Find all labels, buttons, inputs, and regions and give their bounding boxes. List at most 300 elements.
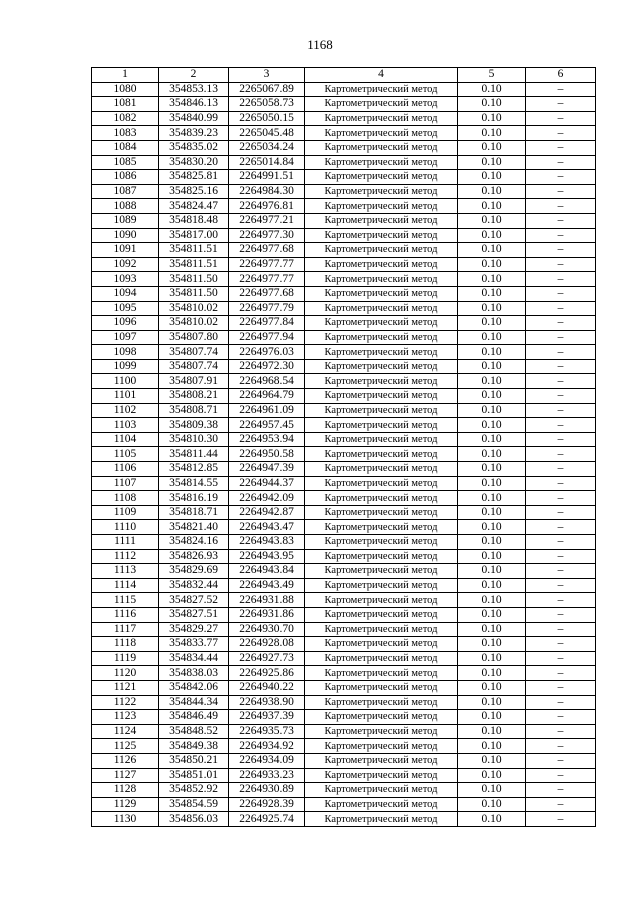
x-coordinate-cell: 354811.51: [159, 243, 229, 258]
note-cell: –: [526, 257, 596, 272]
note-cell: –: [526, 126, 596, 141]
method-cell: Картометрический метод: [305, 462, 458, 477]
table-row: [92, 739, 596, 754]
method-cell: Картометрический метод: [305, 345, 458, 360]
x-coordinate-cell: 354808.71: [159, 403, 229, 418]
accuracy-cell: 0.10: [458, 797, 526, 812]
x-coordinate-cell: 354826.93: [159, 549, 229, 564]
y-coordinate-cell: 2264931.88: [229, 593, 305, 608]
method-cell: Картометрический метод: [305, 389, 458, 404]
method-cell: Картометрический метод: [305, 476, 458, 491]
note-cell: –: [526, 330, 596, 345]
method-cell: Картометрический метод: [305, 257, 458, 272]
x-coordinate-cell: 354832.44: [159, 578, 229, 593]
method-cell: Картометрический метод: [305, 374, 458, 389]
note-cell: –: [526, 403, 596, 418]
point-number-cell: 1088: [92, 199, 159, 214]
point-number-cell: 1120: [92, 666, 159, 681]
y-coordinate-cell: 2264925.74: [229, 812, 305, 827]
note-cell: –: [526, 739, 596, 754]
table-row: [92, 359, 596, 374]
x-coordinate-cell: 354827.51: [159, 607, 229, 622]
y-coordinate-cell: 2264934.92: [229, 739, 305, 754]
x-coordinate-cell: 354850.21: [159, 753, 229, 768]
x-coordinate-cell: 354811.50: [159, 286, 229, 301]
x-coordinate-cell: 354810.02: [159, 316, 229, 331]
accuracy-cell: 0.10: [458, 680, 526, 695]
point-number-cell: 1102: [92, 403, 159, 418]
point-number-cell: 1099: [92, 359, 159, 374]
x-coordinate-cell: 354842.06: [159, 680, 229, 695]
x-coordinate-cell: 354818.48: [159, 213, 229, 228]
method-cell: Картометрический метод: [305, 213, 458, 228]
table-row: [92, 228, 596, 243]
method-cell: Картометрический метод: [305, 243, 458, 258]
table-row: [92, 286, 596, 301]
table-row: [92, 257, 596, 272]
point-number-cell: 1113: [92, 564, 159, 579]
accuracy-cell: 0.10: [458, 593, 526, 608]
table-row: [92, 695, 596, 710]
x-coordinate-cell: 354807.91: [159, 374, 229, 389]
accuracy-cell: 0.10: [458, 710, 526, 725]
x-coordinate-cell: 354830.20: [159, 155, 229, 170]
method-cell: Картометрический метод: [305, 564, 458, 579]
y-coordinate-cell: 2264943.83: [229, 535, 305, 550]
note-cell: –: [526, 432, 596, 447]
x-coordinate-cell: 354827.52: [159, 593, 229, 608]
note-cell: –: [526, 389, 596, 404]
table-row: [92, 170, 596, 185]
column-header-3: 3: [229, 68, 305, 83]
accuracy-cell: 0.10: [458, 111, 526, 126]
point-number-cell: 1094: [92, 286, 159, 301]
note-cell: –: [526, 578, 596, 593]
note-cell: –: [526, 272, 596, 287]
y-coordinate-cell: 2264944.37: [229, 476, 305, 491]
point-number-cell: 1082: [92, 111, 159, 126]
table-row: [92, 710, 596, 725]
x-coordinate-cell: 354811.44: [159, 447, 229, 462]
accuracy-cell: 0.10: [458, 520, 526, 535]
note-cell: –: [526, 651, 596, 666]
point-number-cell: 1105: [92, 447, 159, 462]
method-cell: Картометрический метод: [305, 199, 458, 214]
note-cell: –: [526, 680, 596, 695]
note-cell: –: [526, 286, 596, 301]
point-number-cell: 1083: [92, 126, 159, 141]
point-number-cell: 1080: [92, 82, 159, 97]
note-cell: –: [526, 797, 596, 812]
method-cell: Картометрический метод: [305, 622, 458, 637]
x-coordinate-cell: 354824.47: [159, 199, 229, 214]
table-row: [92, 184, 596, 199]
note-cell: –: [526, 549, 596, 564]
x-coordinate-cell: 354833.77: [159, 637, 229, 652]
method-cell: Картометрический метод: [305, 812, 458, 827]
accuracy-cell: 0.10: [458, 666, 526, 681]
method-cell: Картометрический метод: [305, 797, 458, 812]
point-number-cell: 1125: [92, 739, 159, 754]
point-number-cell: 1095: [92, 301, 159, 316]
method-cell: Картометрический метод: [305, 301, 458, 316]
note-cell: –: [526, 491, 596, 506]
note-cell: –: [526, 228, 596, 243]
table-row: [92, 389, 596, 404]
accuracy-cell: 0.10: [458, 184, 526, 199]
point-number-cell: 1110: [92, 520, 159, 535]
method-cell: Картометрический метод: [305, 578, 458, 593]
method-cell: Картометрический метод: [305, 666, 458, 681]
accuracy-cell: 0.10: [458, 316, 526, 331]
point-number-cell: 1115: [92, 593, 159, 608]
y-coordinate-cell: 2264976.81: [229, 199, 305, 214]
accuracy-cell: 0.10: [458, 389, 526, 404]
accuracy-cell: 0.10: [458, 257, 526, 272]
table-row: [92, 549, 596, 564]
table-row: [92, 140, 596, 155]
note-cell: –: [526, 622, 596, 637]
accuracy-cell: 0.10: [458, 432, 526, 447]
note-cell: –: [526, 564, 596, 579]
method-cell: Картометрический метод: [305, 710, 458, 725]
method-cell: Картометрический метод: [305, 724, 458, 739]
x-coordinate-cell: 354825.81: [159, 170, 229, 185]
point-number-cell: 1129: [92, 797, 159, 812]
note-cell: –: [526, 345, 596, 360]
accuracy-cell: 0.10: [458, 228, 526, 243]
accuracy-cell: 0.10: [458, 695, 526, 710]
point-number-cell: 1103: [92, 418, 159, 433]
y-coordinate-cell: 2264977.21: [229, 213, 305, 228]
point-number-cell: 1117: [92, 622, 159, 637]
point-number-cell: 1126: [92, 753, 159, 768]
table-row: [92, 505, 596, 520]
note-cell: –: [526, 447, 596, 462]
method-cell: Картометрический метод: [305, 768, 458, 783]
column-header-2: 2: [159, 68, 229, 83]
table-row: [92, 97, 596, 112]
table-row: [92, 593, 596, 608]
table-row: [92, 462, 596, 477]
note-cell: –: [526, 710, 596, 725]
header-row: [92, 68, 596, 83]
method-cell: Картометрический метод: [305, 491, 458, 506]
y-coordinate-cell: 2264943.84: [229, 564, 305, 579]
method-cell: Картометрический метод: [305, 651, 458, 666]
point-number-cell: 1096: [92, 316, 159, 331]
y-coordinate-cell: 2264943.47: [229, 520, 305, 535]
y-coordinate-cell: 2264991.51: [229, 170, 305, 185]
y-coordinate-cell: 2264977.77: [229, 272, 305, 287]
table-row: [92, 432, 596, 447]
x-coordinate-cell: 354839.23: [159, 126, 229, 141]
accuracy-cell: 0.10: [458, 330, 526, 345]
method-cell: Картометрический метод: [305, 170, 458, 185]
x-coordinate-cell: 354838.03: [159, 666, 229, 681]
x-coordinate-cell: 354835.02: [159, 140, 229, 155]
accuracy-cell: 0.10: [458, 505, 526, 520]
y-coordinate-cell: 2264927.73: [229, 651, 305, 666]
point-number-cell: 1121: [92, 680, 159, 695]
x-coordinate-cell: 354852.92: [159, 783, 229, 798]
x-coordinate-cell: 354829.69: [159, 564, 229, 579]
table-row: [92, 535, 596, 550]
y-coordinate-cell: 2264977.94: [229, 330, 305, 345]
accuracy-cell: 0.10: [458, 126, 526, 141]
accuracy-cell: 0.10: [458, 374, 526, 389]
point-number-cell: 1087: [92, 184, 159, 199]
note-cell: –: [526, 462, 596, 477]
point-number-cell: 1119: [92, 651, 159, 666]
table-row: [92, 607, 596, 622]
y-coordinate-cell: 2265045.48: [229, 126, 305, 141]
note-cell: –: [526, 695, 596, 710]
note-cell: –: [526, 418, 596, 433]
x-coordinate-cell: 354808.21: [159, 389, 229, 404]
method-cell: Картометрический метод: [305, 520, 458, 535]
x-coordinate-cell: 354844.34: [159, 695, 229, 710]
method-cell: Картометрический метод: [305, 418, 458, 433]
point-number-cell: 1114: [92, 578, 159, 593]
y-coordinate-cell: 2264943.95: [229, 549, 305, 564]
note-cell: –: [526, 768, 596, 783]
accuracy-cell: 0.10: [458, 564, 526, 579]
y-coordinate-cell: 2264964.79: [229, 389, 305, 404]
table-row: [92, 403, 596, 418]
note-cell: –: [526, 724, 596, 739]
method-cell: Картометрический метод: [305, 783, 458, 798]
y-coordinate-cell: 2264931.86: [229, 607, 305, 622]
note-cell: –: [526, 301, 596, 316]
point-number-cell: 1090: [92, 228, 159, 243]
y-coordinate-cell: 2264937.39: [229, 710, 305, 725]
point-number-cell: 1112: [92, 549, 159, 564]
point-number-cell: 1081: [92, 97, 159, 112]
table-row: [92, 622, 596, 637]
point-number-cell: 1106: [92, 462, 159, 477]
point-number-cell: 1097: [92, 330, 159, 345]
x-coordinate-cell: 354856.03: [159, 812, 229, 827]
method-cell: Картометрический метод: [305, 505, 458, 520]
method-cell: Картометрический метод: [305, 695, 458, 710]
y-coordinate-cell: 2264925.86: [229, 666, 305, 681]
method-cell: Картометрический метод: [305, 316, 458, 331]
point-number-cell: 1086: [92, 170, 159, 185]
note-cell: –: [526, 535, 596, 550]
table-row: [92, 213, 596, 228]
method-cell: Картометрический метод: [305, 535, 458, 550]
table-row: [92, 637, 596, 652]
x-coordinate-cell: 354821.40: [159, 520, 229, 535]
y-coordinate-cell: 2264977.77: [229, 257, 305, 272]
y-coordinate-cell: 2264972.30: [229, 359, 305, 374]
y-coordinate-cell: 2265034.24: [229, 140, 305, 155]
table-row: [92, 476, 596, 491]
method-cell: Картометрический метод: [305, 432, 458, 447]
note-cell: –: [526, 637, 596, 652]
point-number-cell: 1085: [92, 155, 159, 170]
x-coordinate-cell: 354814.55: [159, 476, 229, 491]
y-coordinate-cell: 2264942.09: [229, 491, 305, 506]
x-coordinate-cell: 354809.38: [159, 418, 229, 433]
accuracy-cell: 0.10: [458, 607, 526, 622]
note-cell: –: [526, 666, 596, 681]
x-coordinate-cell: 354807.80: [159, 330, 229, 345]
x-coordinate-cell: 354807.74: [159, 345, 229, 360]
y-coordinate-cell: 2264961.09: [229, 403, 305, 418]
x-coordinate-cell: 354825.16: [159, 184, 229, 199]
method-cell: Картометрический метод: [305, 739, 458, 754]
coordinates-table: [91, 67, 596, 827]
y-coordinate-cell: 2264942.87: [229, 505, 305, 520]
y-coordinate-cell: 2264977.79: [229, 301, 305, 316]
x-coordinate-cell: 354812.85: [159, 462, 229, 477]
table-row: [92, 330, 596, 345]
method-cell: Картометрический метод: [305, 753, 458, 768]
accuracy-cell: 0.10: [458, 622, 526, 637]
point-number-cell: 1122: [92, 695, 159, 710]
accuracy-cell: 0.10: [458, 82, 526, 97]
x-coordinate-cell: 354849.38: [159, 739, 229, 754]
table-body: [92, 82, 596, 826]
accuracy-cell: 0.10: [458, 243, 526, 258]
method-cell: Картометрический метод: [305, 184, 458, 199]
accuracy-cell: 0.10: [458, 812, 526, 827]
y-coordinate-cell: 2265050.15: [229, 111, 305, 126]
table-row: [92, 199, 596, 214]
method-cell: Картометрический метод: [305, 593, 458, 608]
table-row: [92, 418, 596, 433]
accuracy-cell: 0.10: [458, 286, 526, 301]
point-number-cell: 1109: [92, 505, 159, 520]
point-number-cell: 1123: [92, 710, 159, 725]
method-cell: Картометрический метод: [305, 637, 458, 652]
table-row: [92, 155, 596, 170]
note-cell: –: [526, 155, 596, 170]
note-cell: –: [526, 593, 596, 608]
note-cell: –: [526, 505, 596, 520]
table-row: [92, 491, 596, 506]
y-coordinate-cell: 2264957.45: [229, 418, 305, 433]
table-row: [92, 768, 596, 783]
note-cell: –: [526, 753, 596, 768]
page-number: 1168: [307, 37, 333, 52]
note-cell: –: [526, 783, 596, 798]
point-number-cell: 1093: [92, 272, 159, 287]
accuracy-cell: 0.10: [458, 491, 526, 506]
x-coordinate-cell: 354811.50: [159, 272, 229, 287]
point-number-cell: 1127: [92, 768, 159, 783]
point-number-cell: 1118: [92, 637, 159, 652]
accuracy-cell: 0.10: [458, 739, 526, 754]
note-cell: –: [526, 111, 596, 126]
accuracy-cell: 0.10: [458, 476, 526, 491]
point-number-cell: 1098: [92, 345, 159, 360]
accuracy-cell: 0.10: [458, 301, 526, 316]
column-header-4: 4: [305, 68, 458, 83]
accuracy-cell: 0.10: [458, 462, 526, 477]
y-coordinate-cell: 2265058.73: [229, 97, 305, 112]
table-row: [92, 564, 596, 579]
note-cell: –: [526, 520, 596, 535]
accuracy-cell: 0.10: [458, 724, 526, 739]
table-row: [92, 520, 596, 535]
method-cell: Картометрический метод: [305, 97, 458, 112]
point-number-cell: 1116: [92, 607, 159, 622]
table-header: [92, 68, 596, 83]
note-cell: –: [526, 184, 596, 199]
y-coordinate-cell: 2264984.30: [229, 184, 305, 199]
table-row: [92, 82, 596, 97]
point-number-cell: 1089: [92, 213, 159, 228]
method-cell: Картометрический метод: [305, 680, 458, 695]
table-row: [92, 578, 596, 593]
accuracy-cell: 0.10: [458, 359, 526, 374]
method-cell: Картометрический метод: [305, 359, 458, 374]
accuracy-cell: 0.10: [458, 783, 526, 798]
point-number-cell: 1091: [92, 243, 159, 258]
accuracy-cell: 0.10: [458, 418, 526, 433]
method-cell: Картометрический метод: [305, 82, 458, 97]
accuracy-cell: 0.10: [458, 651, 526, 666]
table-row: [92, 666, 596, 681]
x-coordinate-cell: 354810.02: [159, 301, 229, 316]
x-coordinate-cell: 354851.01: [159, 768, 229, 783]
method-cell: Картометрический метод: [305, 286, 458, 301]
y-coordinate-cell: 2264947.39: [229, 462, 305, 477]
note-cell: –: [526, 607, 596, 622]
accuracy-cell: 0.10: [458, 345, 526, 360]
table-row: [92, 651, 596, 666]
x-coordinate-cell: 354834.44: [159, 651, 229, 666]
table-row: [92, 812, 596, 827]
note-cell: –: [526, 374, 596, 389]
table-row: [92, 272, 596, 287]
table-row: [92, 374, 596, 389]
y-coordinate-cell: 2264940.22: [229, 680, 305, 695]
accuracy-cell: 0.10: [458, 170, 526, 185]
accuracy-cell: 0.10: [458, 578, 526, 593]
accuracy-cell: 0.10: [458, 447, 526, 462]
y-coordinate-cell: 2264935.73: [229, 724, 305, 739]
point-number-cell: 1084: [92, 140, 159, 155]
method-cell: Картометрический метод: [305, 403, 458, 418]
point-number-cell: 1092: [92, 257, 159, 272]
y-coordinate-cell: 2264930.70: [229, 622, 305, 637]
accuracy-cell: 0.10: [458, 753, 526, 768]
table-row: [92, 111, 596, 126]
note-cell: –: [526, 97, 596, 112]
x-coordinate-cell: 354829.27: [159, 622, 229, 637]
accuracy-cell: 0.10: [458, 549, 526, 564]
y-coordinate-cell: 2264953.94: [229, 432, 305, 447]
table-row: [92, 753, 596, 768]
method-cell: Картометрический метод: [305, 228, 458, 243]
y-coordinate-cell: 2265014.84: [229, 155, 305, 170]
x-coordinate-cell: 354848.52: [159, 724, 229, 739]
method-cell: Картометрический метод: [305, 549, 458, 564]
method-cell: Картометрический метод: [305, 140, 458, 155]
note-cell: –: [526, 199, 596, 214]
accuracy-cell: 0.10: [458, 199, 526, 214]
point-number-cell: 1100: [92, 374, 159, 389]
table-row: [92, 724, 596, 739]
table-row: [92, 680, 596, 695]
table-row: [92, 243, 596, 258]
y-coordinate-cell: 2264977.68: [229, 286, 305, 301]
y-coordinate-cell: 2264943.49: [229, 578, 305, 593]
